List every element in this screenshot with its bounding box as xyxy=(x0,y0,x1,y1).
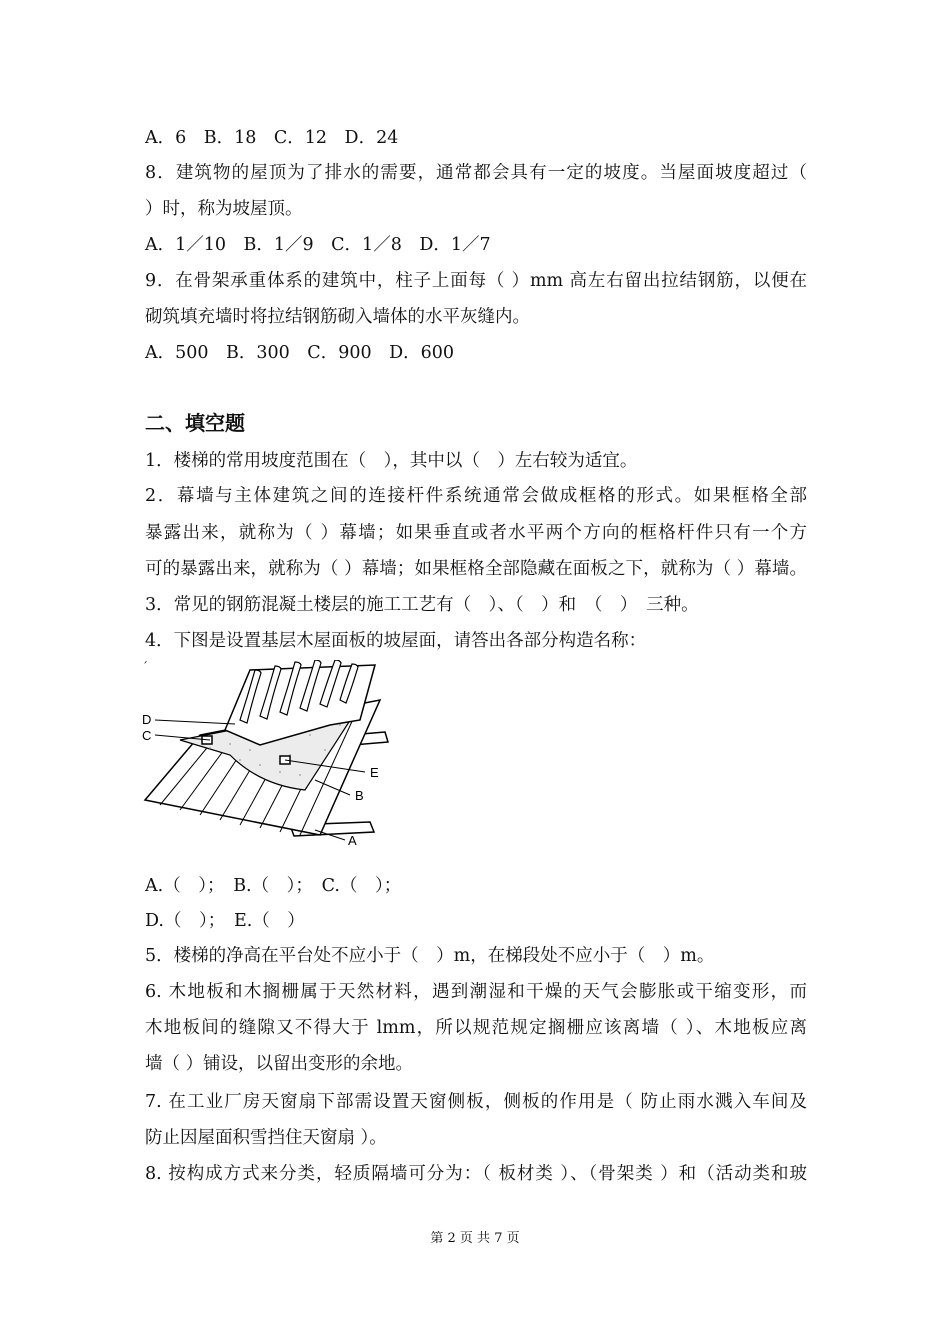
label-a: A xyxy=(348,833,357,848)
question-8-options: A．1／10 B．1／9 C．1／8 D．1／7 xyxy=(145,235,491,255)
question-8-line-2: ）时，称为坡屋顶。 xyxy=(145,199,303,219)
question-8-line-1: 8．建筑物的屋顶为了排水的需要，通常都会具有一定的坡度。当屋面坡度超过（ xyxy=(145,163,807,183)
section-heading: 二、填空题 xyxy=(145,411,245,435)
label-e: E xyxy=(370,765,379,780)
fill-question-6-line-3: 墙（ ）铺设，以留出变形的余地。 xyxy=(145,1054,414,1074)
fill-question-6-line-1: 6. 木地板和木搁栅属于天然材料，遇到潮湿和干燥的天气会膨胀或干缩变形，而 xyxy=(145,982,807,1002)
fill-question-7-line-1: 7. 在工业厂房天窗扇下部需设置天窗侧板，侧板的作用是（ 防止雨水溅入车间及 xyxy=(145,1092,807,1112)
fill-question-4: 4．下图是设置基层木屋面板的坡屋面，请答出各部分构造名称： xyxy=(145,631,647,651)
page-footer: 第 2 页 共 7 页 xyxy=(430,1231,520,1246)
fill-question-7-line-2: 防止因屋面积雪挡住天窗扇 ）。 xyxy=(145,1128,387,1148)
label-c: C xyxy=(142,728,152,743)
question-7-options: A．6 B．18 C．12 D．24 xyxy=(145,128,399,148)
fill-question-6-line-2: 木地板间的缝隙又不得大于 lmm，所以规范规定搁栅应该离墙（ ）、木地板应离 xyxy=(145,1018,807,1038)
fill-question-2-line-2: 暴露出来，就称为（ ）幕墙；如果垂直或者水平两个方向的框格杆件只有一个方 xyxy=(145,523,807,543)
fill-question-2-line-3: 可的暴露出来，就称为（ ）幕墙；如果框格全部隐藏在面板之下，就称为（ ）幕墙。 xyxy=(145,559,807,579)
fill-question-8-line-1: 8. 按构成方式来分类，轻质隔墙可分为：（ 板材类 ）、（骨架类 ）和（活动类和玻 xyxy=(145,1164,807,1184)
question-9-options: A．500 B．300 C．900 D．600 xyxy=(145,343,455,363)
answer-line-abc: A.（ ）； B.（ ）； C.（ ）； xyxy=(145,876,402,896)
label-d: D xyxy=(142,712,152,727)
fill-question-1: 1．楼梯的常用坡度范围在（ ），其中以（ ）左右较为适宜。 xyxy=(145,451,638,471)
label-b: B xyxy=(355,788,364,803)
roof-diagram xyxy=(140,660,400,850)
fill-question-2-line-1: 2．幕墙与主体建筑之间的连接杆件系统通常会做成框格的形式。如果框格全部 xyxy=(145,486,807,506)
question-9-line-2: 砌筑填充墙时将拉结钢筋砌入墙体的水平灰缝内。 xyxy=(145,307,530,327)
corner-mark: ˊ xyxy=(142,660,148,674)
answer-line-de: D.（ ）； E.（ ） xyxy=(145,911,305,931)
fill-question-5: 5．楼梯的净高在平台处不应小于（ ）m，在梯段处不应小于（ ）m。 xyxy=(145,946,715,966)
fill-question-3: 3．常见的钢筋混凝土楼层的施工工艺有（ ）、（ ）和 （ ） 三种。 xyxy=(145,595,699,615)
question-9-line-1: 9．在骨架承重体系的建筑中，柱子上面每（ ）mm 高左右留出拉结钢筋，以便在 xyxy=(145,271,807,291)
